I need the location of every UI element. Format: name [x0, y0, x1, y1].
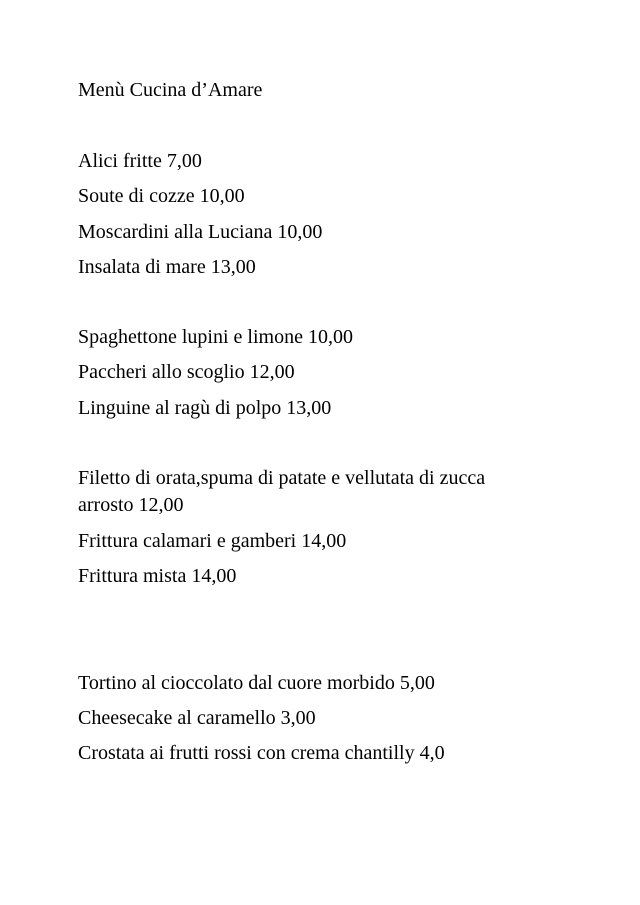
menu-item: Paccheri allo scoglio 12,00	[78, 361, 295, 383]
menu-item: Insalata di mare 13,00	[78, 256, 256, 278]
menu-item: Spaghettone lupini e limone 10,00	[78, 326, 353, 348]
menu-item: Frittura mista 14,00	[78, 565, 237, 587]
menu-item: Tortino al cioccolato dal cuore morbido 5,00	[78, 672, 435, 694]
menu-item: Soute di cozze 10,00	[78, 185, 245, 207]
menu-item: Linguine al ragù di polpo 13,00	[78, 397, 332, 419]
menu-item: Frittura calamari e gamberi 14,00	[78, 530, 347, 552]
menu-item: Filetto di orata,spuma di patate e vellutata di zucca arrosto 12,00	[78, 467, 486, 516]
menu-item: Moscardini alla Luciana 10,00	[78, 221, 323, 243]
menu-item: Cheesecake al caramello 3,00	[78, 707, 316, 729]
menu-item: Crostata ai frutti rossi con crema chantilly 4,0	[78, 742, 445, 764]
menu-title: Menù Cucina d’Amare	[78, 79, 263, 101]
menu-item: Alici fritte 7,00	[78, 150, 202, 172]
